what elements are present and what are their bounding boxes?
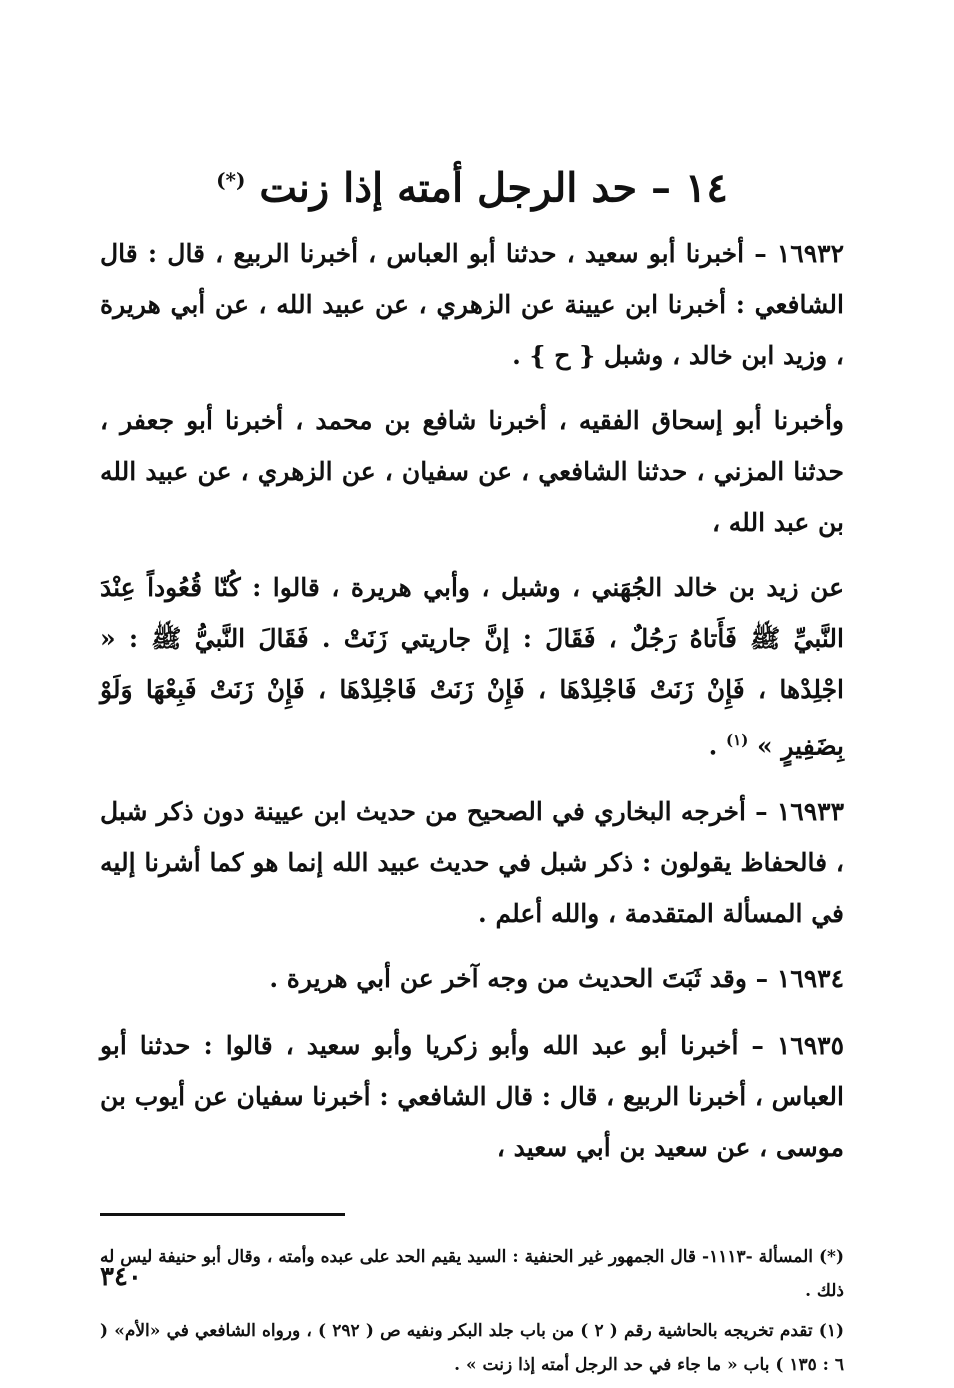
page-number: ٣٤٠ (100, 1262, 142, 1292)
footnote-divider (100, 1213, 345, 1216)
paragraph-16935: ١٦٩٣٥ – أخبرنا أبو عبد الله وأبو زكريا وأبو سعيد ، قالوا : حدثنا أبو العباس ، أخبرنا الربيع ، قال : قال الشافعي : أخبرنا سفيان عن أيوب بن موسى ، عن سعيد بن أبي سعيد ، (100, 1030, 844, 1162)
footnote-reference: (١) (726, 731, 749, 750)
paragraph-16934: ١٦٩٣٤ – وقد ثَبَتَ الحديث من وجه آخر عن أبي هريرة . (269, 963, 844, 993)
footnote-1: (١) تقدم تخريجه بالحاشية رقم ( ٢ ) من باب جلد البكر ونفيه ص ( ٢٩٢ ) ، ورواه الشافعي في «الأم» ( ٦ : ١٣٥ ) باب « ما جاء في حد الرجل أمته إذا زنت » . (100, 1320, 844, 1375)
hadith-text: عن زيد بن خالد الجُهَني ، وشبل ، وأبي هريرة ، قالوا : كُنّا قُعُوداً عِنْدَ النَّبيِّ ﷺ فَأَتاهُ رَجُلٌ ، فَقَالَ : إنَّ جاريتي زَنَتْ . فَقَالَ النَّبيُّ ﷺ : « اجْلِدْها ، فَإِنْ زَنَتْ فَاجْلِدْهَا ، فَإِنْ زَنَتْ فَاجْلِدْهَا ، فَإِنْ زَنَتْ فَبِعْهَا وَلَوْ بِضَفِيرٍ » (100, 573, 844, 761)
paragraph-16932: ١٦٩٣٢ – أخبرنا أبو سعيد ، حدثنا أبو العباس ، أخبرنا الربيع ، قال : قال الشافعي : أخبرنا ابن عيينة عن الزهري ، عن عبيد الله ، عن أبي هريرة ، وزيد ابن خالد ، وشبل { ح } . (100, 239, 844, 371)
chapter-title-text: ١٤ – حد الرجل أمته إذا زنت (259, 164, 728, 212)
footnote-masala: (*) المسألة -١١١٣- قال الجمهور غير الحنفية : السيد يقيم الحد على عبده وأمته ، وقال أبو حنيفة ليس له ذلك . (100, 1246, 844, 1301)
page-body (100, 150, 844, 1388)
paragraph-16933: ١٦٩٣٣ – أخرجه البخاري في الصحيح من حديث ابن عيينة دون ذكر شبل ، فالحفاظ يقولون : ذكر شبل في حديث عبيد الله إنما هو كما أشرنا إليه في المسألة المتقدمة ، والله أعلم . (100, 796, 844, 928)
hadith-tail: . (708, 731, 718, 761)
paragraph-hadith-matn (100, 562, 844, 771)
paragraph-isnad-2: وأخبرنا أبو إسحاق الفقيه ، أخبرنا شافع بن محمد ، أخبرنا أبو جعفر ، حدثنا المزني ، حدثنا الشافعي ، عن سفيان ، عن الزهري ، عن عبيد الله بن عبد الله ، (100, 406, 844, 538)
chapter-title-marker: (*) (216, 168, 246, 192)
chapter-title (100, 150, 844, 218)
